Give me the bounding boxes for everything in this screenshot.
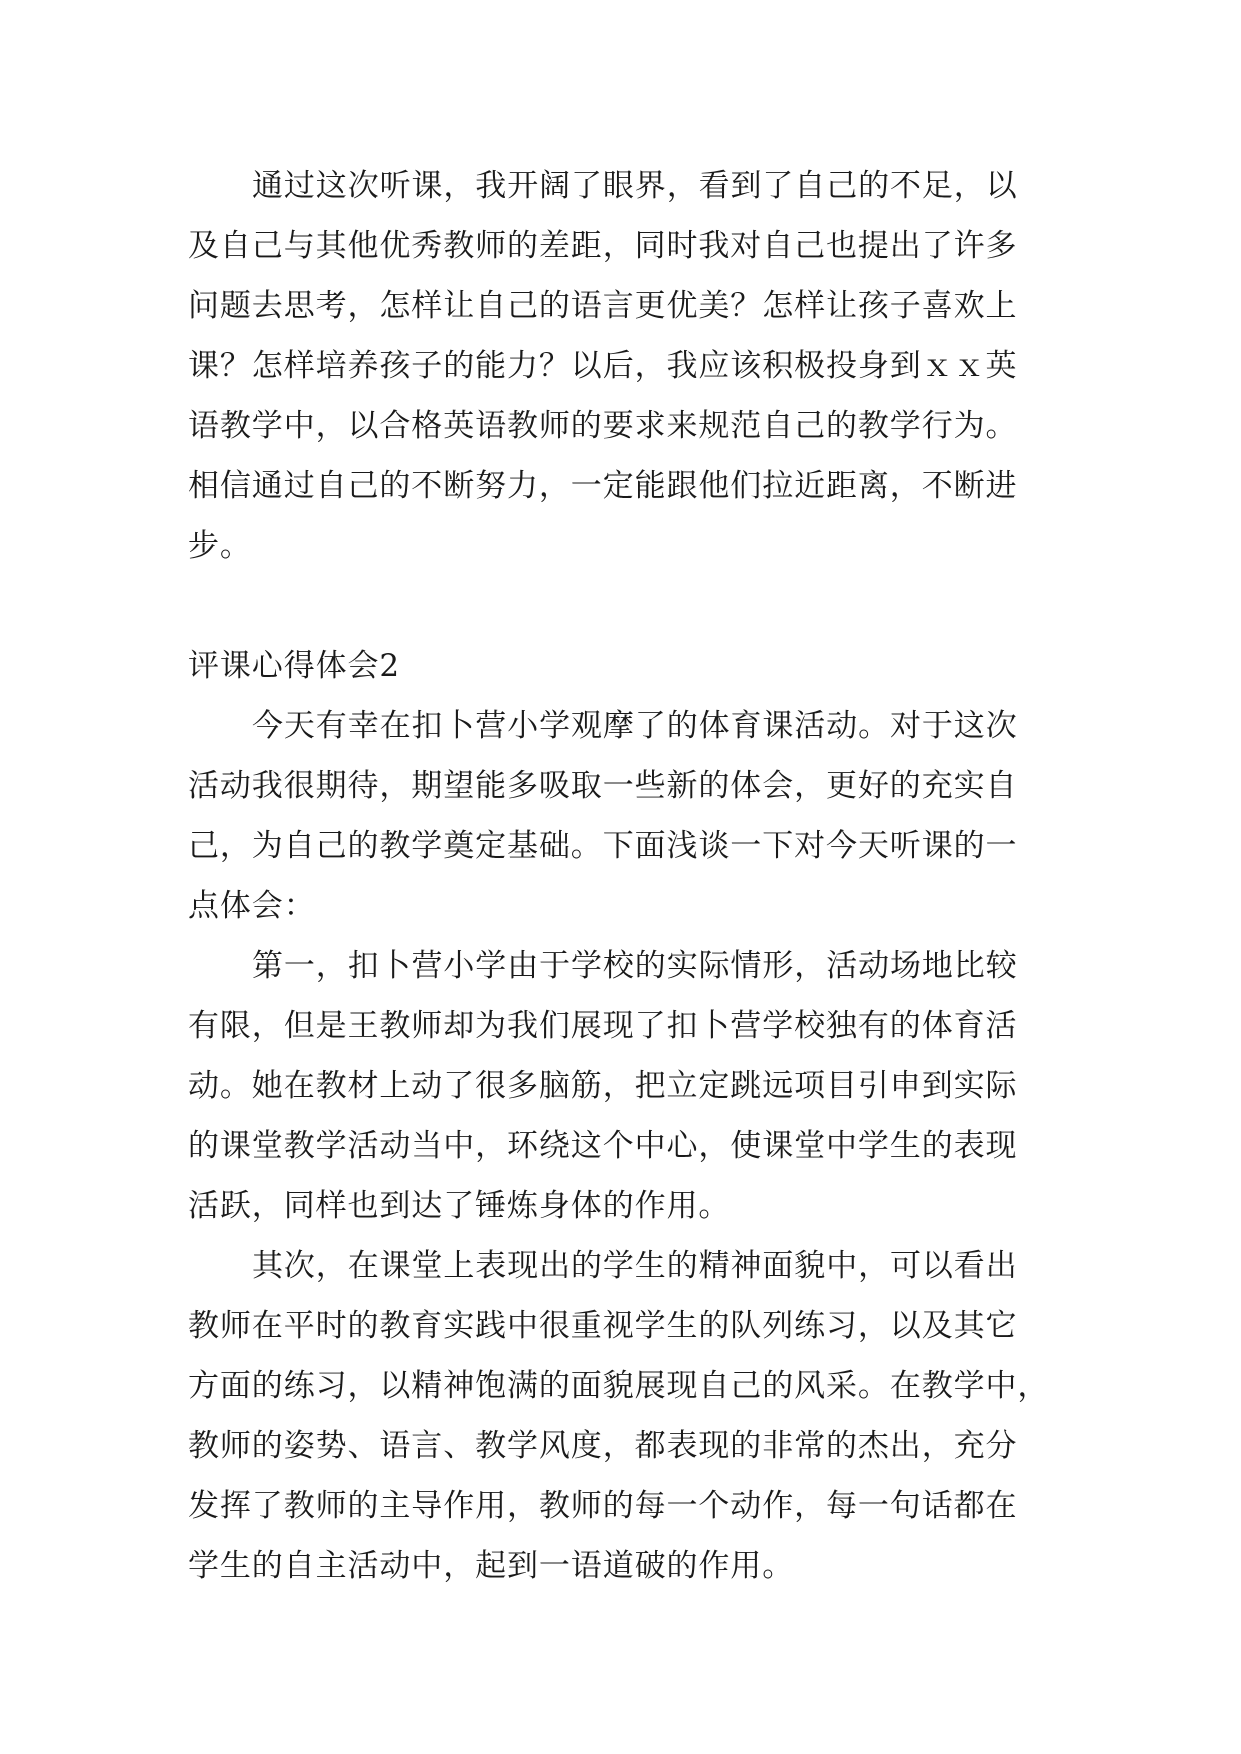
text-line: 发挥了教师的主导作用，教师的每一个动作，每一句话都在 <box>188 1488 1018 1524</box>
text-line: 教师的姿势、语言、教学风度，都表现的非常的杰出，充分 <box>188 1428 1018 1464</box>
section-spacer <box>188 576 1056 636</box>
text-line: 今天有幸在扣卜营小学观摩了的体育课活动。对于这次 <box>252 708 1018 744</box>
text-line: 通过这次听课，我开阔了眼界，看到了自己的不足，以 <box>252 168 1018 204</box>
paragraph-second-point <box>188 1236 1056 1596</box>
text-line: 活动我很期待，期望能多吸取一些新的体会，更好的充实自 <box>188 768 1018 804</box>
paragraph-reflection <box>188 156 1056 576</box>
text-line: 方面的练习，以精神饱满的面貌展现自己的风采。在教学中， <box>188 1368 1050 1404</box>
text-line: 语教学中，以合格英语教师的要求来规范自己的教学行为。 <box>188 408 1018 444</box>
text-line: 教师在平时的教育实践中很重视学生的队列练习，以及其它 <box>188 1308 1018 1344</box>
document-body <box>188 156 1056 1596</box>
section-heading: 评课心得体会2 <box>188 648 401 684</box>
text-line: 第一，扣卜营小学由于学校的实际情形，活动场地比较 <box>252 948 1018 984</box>
paragraph-first-point <box>188 936 1056 1236</box>
paragraph-intro <box>188 696 1056 936</box>
text-line: 其次，在课堂上表现出的学生的精神面貌中，可以看出 <box>252 1248 1018 1284</box>
text-line: 有限，但是王教师却为我们展现了扣卜营学校独有的体育活 <box>188 1008 1018 1044</box>
text-line: 及自己与其他优秀教师的差距，同时我对自己也提出了许多 <box>188 228 1018 264</box>
text-line: 学生的自主活动中，起到一语道破的作用。 <box>188 1548 795 1584</box>
text-line: 课？怎样培养孩子的能力？以后，我应该积极投身到ｘｘ英 <box>188 348 1018 384</box>
text-line: 步。 <box>188 528 252 564</box>
text-line: 问题去思考，怎样让自己的语言更优美？怎样让孩子喜欢上 <box>188 288 1018 324</box>
text-line: 活跃，同样也到达了锤炼身体的作用。 <box>188 1188 731 1224</box>
text-line: 动。她在教材上动了很多脑筋，把立定跳远项目引申到实际 <box>188 1068 1018 1104</box>
text-line: 己，为自己的教学奠定基础。下面浅谈一下对今天听课的一 <box>188 828 1018 864</box>
text-line: 点体会： <box>188 888 316 924</box>
text-line: 相信通过自己的不断努力，一定能跟他们拉近距离，不断进 <box>188 468 1018 504</box>
text-line: 的课堂教学活动当中，环绕这个中心，使课堂中学生的表现 <box>188 1128 1018 1164</box>
